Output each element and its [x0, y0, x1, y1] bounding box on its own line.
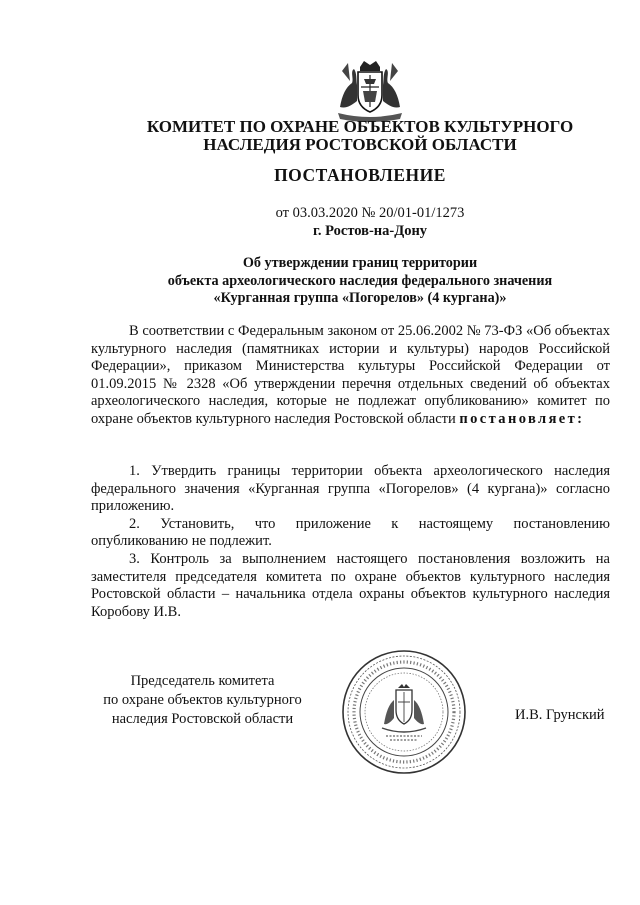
organization-name-line1: КОМИТЕТ ПО ОХРАНЕ ОБЪЕКТОВ КУЛЬТУРНОГО: [146, 117, 574, 136]
preamble-text: В соответствии с Федеральным законом от 25.06.2002 № 73-ФЗ «Об объектах культурного наследия (памятниках истории и культуры) народов Российской Федерации», приказом Министерства культуры Российской Федерации от 01.09.2015 № 2328 «Об утверждении перечня отдельных сведений об объектах археологического наследия, которые не подлежат опубликованию» комитет по охране объектов культурного наследия Ростовской области: [91, 323, 610, 427]
resolution-items: [91, 463, 610, 621]
subject-line: «Курганная группа «Погорелов» (4 кургана)»: [213, 290, 507, 306]
resolution-item: 3. Контроль за выполнением настоящего постановления возложить на заместителя председателя комитета по охране объектов культурного наследия Ростовской области – начальника отдела охраны объектов культурного наследия Коробову И.В.: [91, 550, 610, 620]
subject-line: Об утверждении границ территории: [242, 255, 478, 271]
official-round-stamp-icon: [340, 648, 468, 776]
resolution-item: 1. Утвердить границы территории объекта археологического наследия федерального значения «Курганная группа «Погорелов» (4 кургана)» согласно приложению.: [91, 463, 610, 515]
preamble-paragraph: [91, 323, 610, 429]
position-line: по охране объектов культурного: [103, 692, 302, 708]
resolution-item: 2. Установить, что приложение к настоящему постановлению опубликованию не подлежит.: [91, 515, 610, 550]
document-date-number: от 03.03.2020 № 20/01-01/1273: [275, 205, 465, 221]
document-subject: [90, 255, 630, 308]
subject-line: объекта археологического наследия федерального значения: [167, 272, 553, 289]
position-line: наследия Ростовской области: [111, 711, 294, 727]
signatory-position: [80, 672, 325, 729]
signatory-name: И.В. Грунский: [515, 707, 605, 723]
coat-of-arms-icon: [330, 57, 410, 123]
position-line: Председатель комитета: [130, 673, 275, 689]
resolves-word: постановляет:: [459, 410, 585, 427]
document-city: г. Ростов-на-Дону: [312, 223, 428, 239]
organization-name-line2: НАСЛЕДИЯ РОСТОВСКОЙ ОБЛАСТИ: [203, 135, 517, 154]
document-type-title: ПОСТАНОВЛЕНИЕ: [274, 165, 446, 185]
